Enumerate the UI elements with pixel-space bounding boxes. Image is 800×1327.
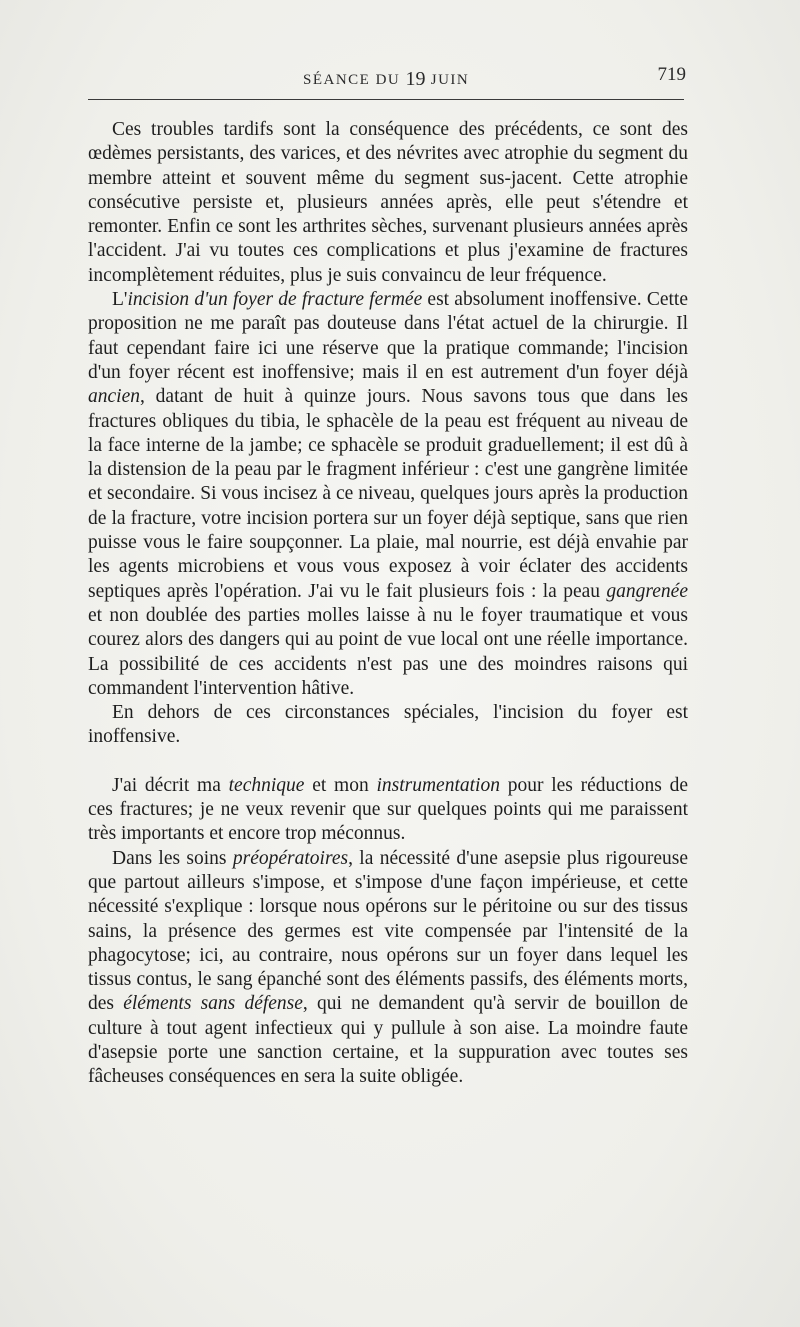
italic-phrase: éléments sans défense	[123, 993, 303, 1015]
text-run: En dehors de ces circonstances spéciales, l'incision du foyer est inoffensive.	[88, 702, 688, 748]
text-run: pour les réductions de ces fractures; je ne veux revenir que sur quelques points qui me paraissent très importants et encore trop méconnus.	[88, 774, 689, 845]
italic-phrase: technique	[228, 774, 305, 796]
paragraph	[88, 288, 688, 701]
italic-phrase: gangrenée	[606, 580, 688, 602]
paragraph	[88, 774, 688, 847]
paragraph	[88, 118, 688, 288]
running-head-day: 19	[405, 68, 426, 90]
section-gap	[88, 750, 688, 774]
text-run: est absolument inoffensive. Cette proposition ne me paraît pas douteuse dans l'état actuel de la chirurgie. Il faut cependant faire ici une réserve que la pratique commande; l'incision d'un foyer récent est inoffensive; mais il en est autrement d'un foyer déjà	[88, 289, 688, 383]
text-run: Ces troubles tardifs sont la conséquence des précédents, ce sont des œdèmes persistants, des varices, et des névrites avec atrophie du segment du membre atteint et souvent même du segment sus-jacent. Cette atrophie consécutive persiste et, plusieurs années après, elle peut s'étendre et remonter. Enfin ce sont les arthrites sèches, survenant plusieurs années après l'accident. J'ai vu toutes ces complications et plus j'examine de fractures incomplètement réduites, plus je suis convaincu de leur fréquence.	[88, 119, 688, 286]
text-run: Dans les soins	[112, 847, 233, 869]
text-run: L'	[112, 289, 128, 311]
text-run: , datant de huit à quinze jours. Nous savons tous que dans les fractures obliques du tibia, le sphacèle de la peau est fréquent au niveau de la face interne de la jambe; ce sphacèle se produit graduellement; il est dû à la distension de la peau par le fragment inférieur : c'est une gangrène limitée et secondaire. Si vous incisez à ce niveau, quelques jours après la production de la fracture, votre incision portera sur un foyer déjà septique, sans que rien puisse vous le faire soupçonner. La plaie, mal nourrie, est déjà envahie par les agents microbiens et vous vous exposez à voir éclater des accidents septiques après l'opération. J'ai vu le fait plusieurs fois : la peau	[88, 386, 688, 602]
paragraph	[88, 847, 688, 1090]
text-run: et mon	[304, 774, 377, 796]
italic-phrase: incision d'un foyer de fracture fermée	[127, 289, 423, 311]
running-head	[303, 68, 469, 91]
page-number: 719	[657, 64, 686, 85]
text-run: , qui ne demandent qu'à servir de bouillon de culture à tout agent infectieux qui y pullule à son aise. La moindre faute d'asepsie porte une sanction certaine, et la suppuration avec toutes ses fâcheuses conséquences en sera la suite obligée.	[88, 993, 688, 1088]
italic-phrase: instrumentation	[376, 774, 500, 796]
italic-phrase: préopératoires	[232, 847, 349, 869]
body-text	[88, 118, 688, 1090]
running-head-prefix: SÉANCE DU	[303, 72, 406, 88]
text-run: et non doublée des parties molles laisse à nu le foyer traumatique et vous courez alors des dangers qui au point de vue local ont une réelle importance. La possibilité de ces accidents n'est pas une des moindres raisons qui commandent l'intervention hâtive.	[88, 604, 688, 699]
header-rule	[88, 99, 684, 100]
running-head-suffix: JUIN	[425, 72, 470, 88]
text-run: , la nécessité d'une asepsie plus rigoureuse que partout ailleurs s'impose, et s'impose d'une façon impérieuse, et cette nécessité s'explique : lorsque nous opérons sur le péritoine ou sur des tissus sains, la présence des germes est vite compensée par l'intensité de la phagocytose; ici, au contraire, nous opérons sur un foyer dans lequel les tissus contus, le sang épanché sont des éléments passifs, des éléments morts, des	[88, 847, 688, 1015]
text-run: J'ai décrit ma	[112, 774, 229, 796]
paragraph	[88, 701, 688, 750]
italic-phrase: ancien	[88, 386, 140, 408]
page-header	[88, 64, 686, 94]
